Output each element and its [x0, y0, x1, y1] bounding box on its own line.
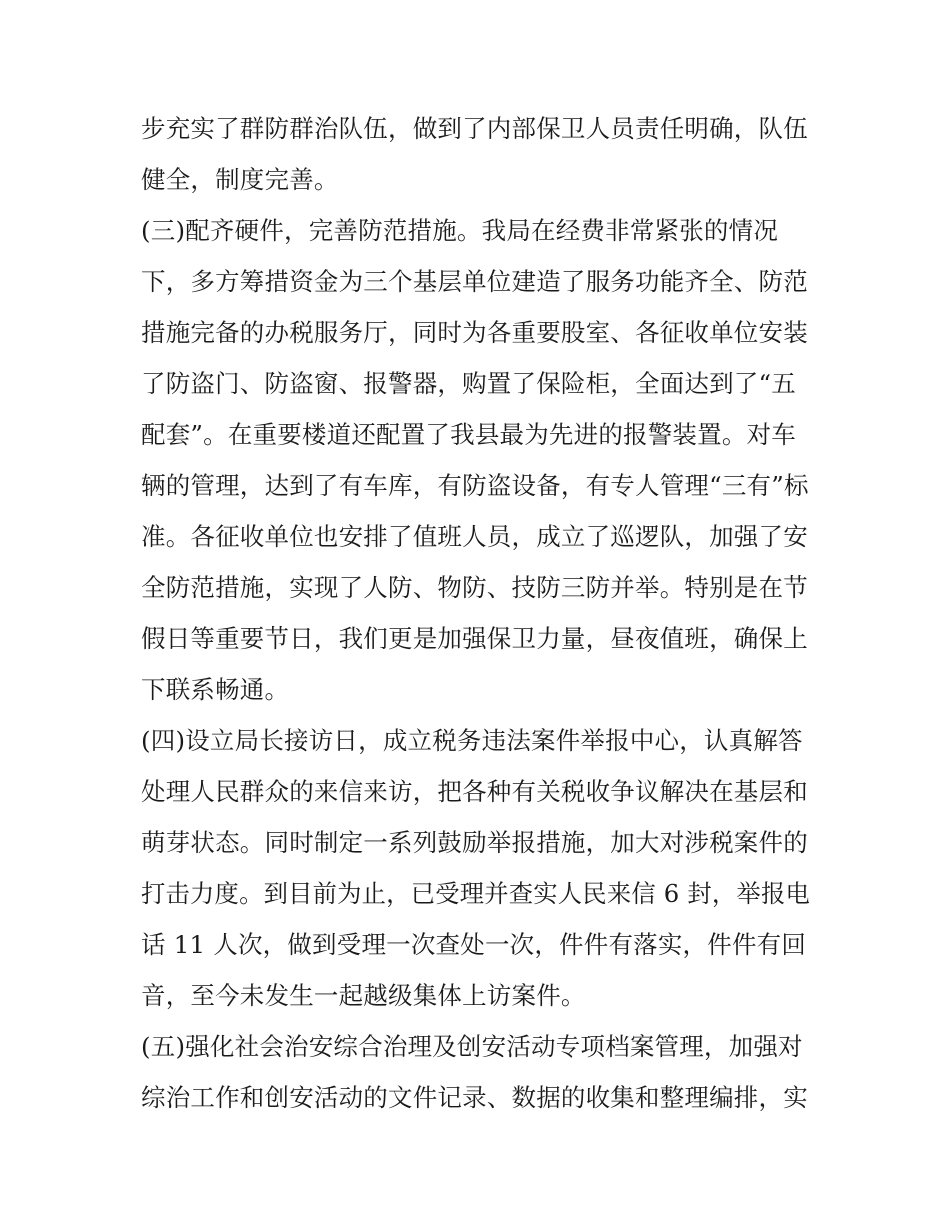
text-line: 辆的管理，达到了有车库，有防盗设备，有专人管理“三有”标 [141, 471, 809, 500]
text-line: (四)设立局长接访日，成立税务违法案件举报中心，认真解答 [141, 726, 803, 755]
text-line: 音，至今未发生一起越级集体上访案件。 [141, 981, 586, 1010]
text-line: (五)强化社会治安综合治理及创安活动专项档案管理，加强对 [141, 1032, 803, 1061]
text-line: 处理人民群众的来信来访，把各种有关税收争议解决在基层和 [141, 777, 808, 806]
text-line: 打击力度。到目前为止，已受理并查实人民来信 6 封，举报电 [141, 879, 810, 908]
text-line: 措施完备的办税服务厅，同时为各重要股室、各征收单位安装 [141, 318, 808, 347]
text-line: 萌芽状态。同时制定一系列鼓励举报措施，加大对涉税案件的 [141, 828, 808, 857]
text-line: 话 11 人次，做到受理一次查处一次，件件有落实，件件有回 [141, 930, 807, 959]
text-line: 下联系畅通。 [141, 675, 290, 704]
text-line: 假日等重要节日，我们更是加强保卫力量，昼夜值班，确保上 [141, 624, 808, 653]
text-line: 步充实了群防群治队伍，做到了内部保卫人员责任明确，队伍 [141, 114, 808, 143]
text-line: 全防范措施，实现了人防、物防、技防三防并举。特别是在节 [141, 573, 808, 602]
text-line: 了防盗门、防盗窗、报警器，购置了保险柜，全面达到了“五 [141, 369, 796, 398]
text-line: 综治工作和创安活动的文件记录、数据的收集和整理编排，实 [141, 1083, 808, 1112]
text-line: (三)配齐硬件，完善防范措施。我局在经费非常紧张的情况 [141, 216, 779, 245]
text-line: 健全，制度完善。 [141, 165, 339, 194]
text-line: 配套”。在重要楼道还配置了我县最为先进的报警装置。对车 [141, 420, 796, 449]
text-line: 下，多方筹措资金为三个基层单位建造了服务功能齐全、防范 [141, 267, 808, 296]
text-line: 准。各征收单位也安排了值班人员，成立了巡逻队，加强了安 [141, 522, 808, 551]
